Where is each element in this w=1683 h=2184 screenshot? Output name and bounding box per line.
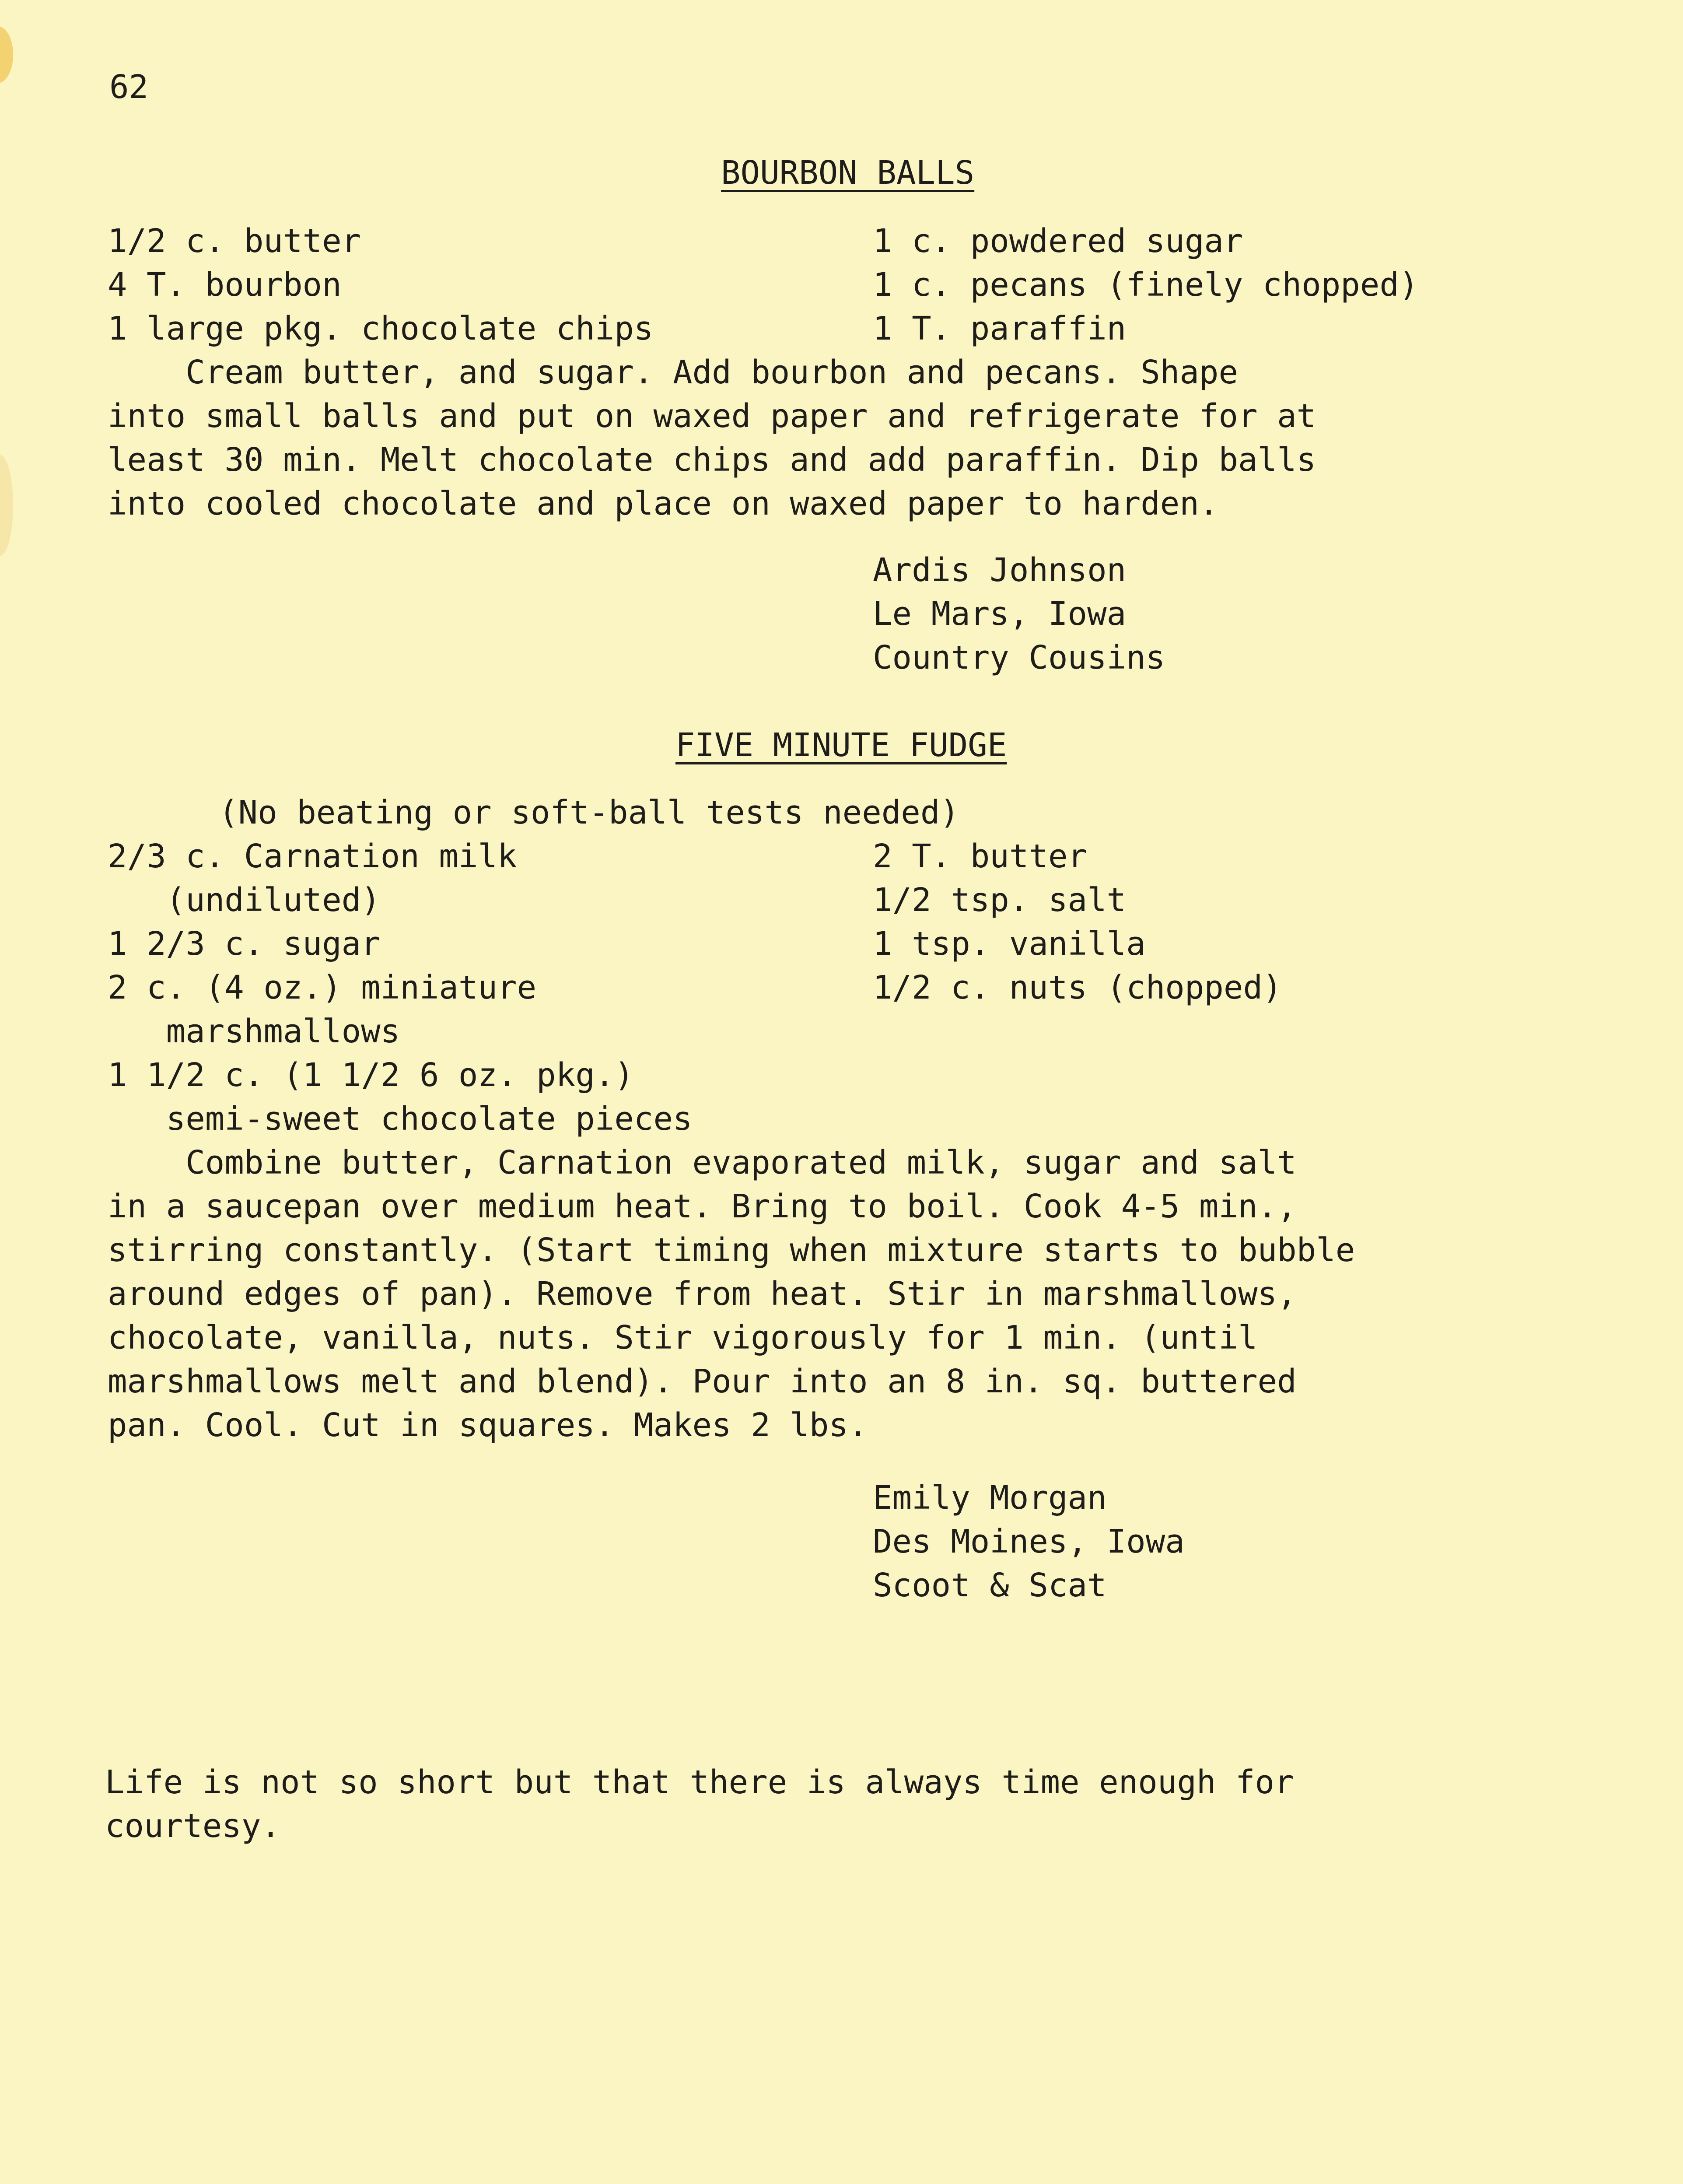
page-number: 62 bbox=[109, 68, 149, 106]
direction-line: pan. Cool. Cut in squares. Makes 2 lbs. bbox=[108, 1406, 868, 1444]
direction-line: into small balls and put on waxed paper and refrigerate for at bbox=[108, 397, 1316, 435]
recipe-location: Le Mars, Iowa bbox=[873, 595, 1127, 633]
ingredient: 1/2 tsp. salt bbox=[873, 881, 1127, 919]
recipe-title: BOURBON BALLS bbox=[721, 154, 975, 192]
ingredient: 1 c. powdered sugar bbox=[873, 222, 1243, 260]
ingredient: marshmallows bbox=[108, 1013, 400, 1050]
ingredient: 1/2 c. butter bbox=[108, 222, 361, 260]
ingredient: 1 c. pecans (finely chopped) bbox=[873, 266, 1419, 304]
recipe-location: Des Moines, Iowa bbox=[873, 1523, 1185, 1560]
recipe-title: FIVE MINUTE FUDGE bbox=[675, 726, 1007, 764]
recipe-club: Scoot & Scat bbox=[873, 1567, 1107, 1604]
direction-line: Combine butter, Carnation evaporated milk, sugar and salt bbox=[108, 1144, 1297, 1181]
recipe-author: Ardis Johnson bbox=[873, 551, 1127, 589]
ingredient: 2 T. butter bbox=[873, 838, 1088, 875]
paper-stain bbox=[0, 455, 13, 556]
direction-line: in a saucepan over medium heat. Bring to boil. Cook 4-5 min., bbox=[108, 1188, 1297, 1225]
ingredient: semi-sweet chocolate pieces bbox=[108, 1100, 693, 1138]
footer-quote-line: courtesy. bbox=[105, 1807, 280, 1845]
ingredient: 1 2/3 c. sugar bbox=[108, 925, 381, 963]
direction-line: marshmallows melt and blend). Pour into an 8 in. sq. buttered bbox=[108, 1363, 1297, 1400]
recipe-author: Emily Morgan bbox=[873, 1479, 1107, 1517]
recipe-club: Country Cousins bbox=[873, 639, 1165, 677]
ingredient: 2/3 c. Carnation milk bbox=[108, 838, 517, 875]
direction-line: around edges of pan). Remove from heat. Stir in marshmallows, bbox=[108, 1275, 1297, 1313]
ingredient: 1 T. paraffin bbox=[873, 310, 1127, 347]
recipe-note: (No beating or soft-ball tests needed) bbox=[219, 794, 959, 831]
ingredient: 1 1/2 c. (1 1/2 6 oz. pkg.) bbox=[108, 1056, 634, 1094]
direction-line: chocolate, vanilla, nuts. Stir vigorously for 1 min. (until bbox=[108, 1319, 1258, 1357]
paper-stain bbox=[0, 26, 13, 83]
direction-line: into cooled chocolate and place on waxed paper to harden. bbox=[108, 485, 1219, 522]
ingredient: 1 tsp. vanilla bbox=[873, 925, 1146, 963]
ingredient: 1 large pkg. chocolate chips bbox=[108, 310, 654, 347]
ingredient: 2 c. (4 oz.) miniature bbox=[108, 969, 537, 1006]
ingredient: (undiluted) bbox=[108, 881, 381, 919]
ingredient: 1/2 c. nuts (chopped) bbox=[873, 969, 1282, 1006]
footer-quote-line: Life is not so short but that there is always time enough for bbox=[105, 1763, 1294, 1801]
ingredient: 4 T. bourbon bbox=[108, 266, 342, 304]
direction-line: stirring constantly. (Start timing when mixture starts to bubble bbox=[108, 1231, 1355, 1269]
direction-line: Cream butter, and sugar. Add bourbon and pecans. Shape bbox=[108, 354, 1239, 391]
direction-line: least 30 min. Melt chocolate chips and add paraffin. Dip balls bbox=[108, 441, 1316, 479]
